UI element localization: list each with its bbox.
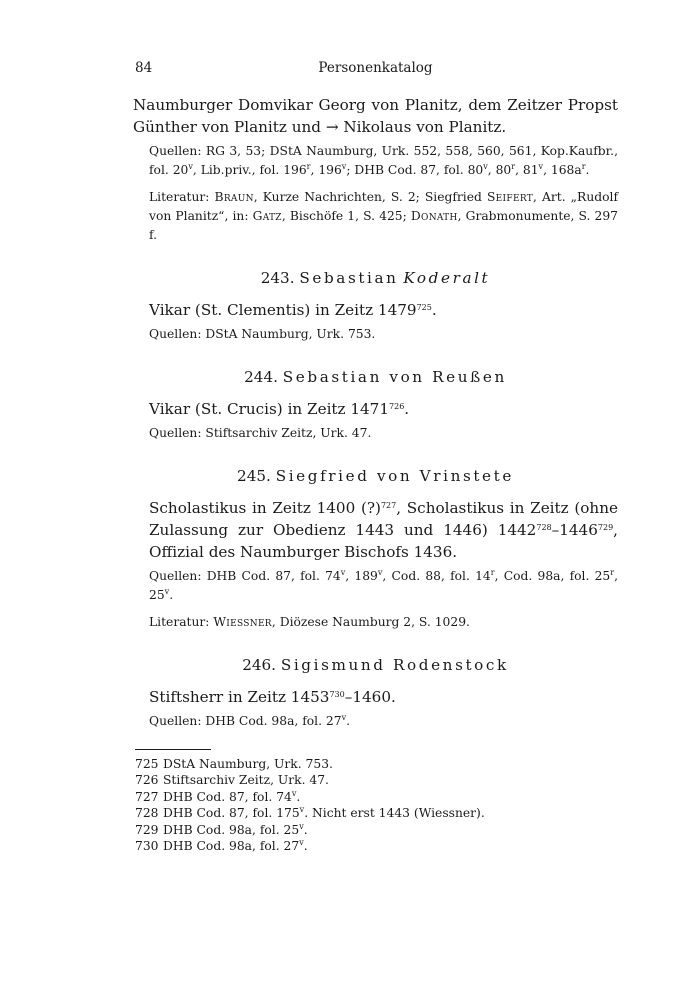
- entry-246-heading: 246. Sigismund Rodenstock: [242, 656, 509, 674]
- running-head: [133, 60, 618, 82]
- entry-246-sources: Quellen: DHB Cod. 98a, fol. 27$^v$.: [149, 713, 351, 728]
- entry-245-heading: 245. Siegfried von Vrinstete: [237, 467, 514, 485]
- entry-246-text: Stiftsherr in Zeitz 1453$^{730}$–1460.: [149, 688, 396, 706]
- running-title: Personenkatalog: [318, 60, 433, 76]
- footnote-727: 727 DHB Cod. 87, fol. 74$^v$.: [135, 788, 301, 804]
- footnote-730: 730 DHB Cod. 98a, fol. 27$^v$.: [135, 838, 308, 854]
- footnote-725: 725 DStA Naumburg, Urk. 753.: [135, 757, 333, 771]
- footnote-divider: [135, 749, 211, 750]
- footnote-ref: 730: [329, 690, 345, 699]
- footnote-ref: 726: [389, 402, 405, 411]
- entry-243-sources: Quellen: DStA Naumburg, Urk. 753.: [149, 327, 376, 341]
- footnote-726: 726 Stiftsarchiv Zeitz, Urk. 47.: [135, 773, 329, 788]
- entry-244-sources: Quellen: Stiftsarchiv Zeitz, Urk. 47.: [149, 426, 372, 440]
- entry-245-literature: Literatur: Wiessner, Diözese Naumburg 2, S. 1029.: [149, 615, 470, 629]
- main-text: [133, 94, 618, 731]
- entry-243-text: Vikar (St. Clementis) in Zeitz 1479$^{725}$.: [149, 301, 437, 319]
- footnote-ref: 729: [597, 523, 614, 532]
- entry-245-text: Scholastikus in Zeitz 1400 (?)$^{727}$, Scholastikus in Zeitz (ohne Zulassung zur Obedienz 1443 und 1446) 1442$^{728}$–1446$^{729}$, Offizial des Naumburger Bischofs 1436.: [149, 499, 618, 561]
- intro-paragraph: Naumburger Domvikar Georg von Planitz, dem Zeitzer Propst Günther von Planitz und → Nikolaus von Planitz.: [133, 96, 618, 136]
- entry-243-heading: 243. Sebastian Koderalt: [260, 269, 491, 287]
- footnote-ref: 725: [416, 303, 432, 312]
- page-number: 84: [135, 60, 153, 76]
- intro-literature: Literatur: Braun, Kurze Nachrichten, S. 2; Siegfried Seifert, Art. „Rudolf von Planitz“, in: Gatz, Bischöfe 1, S. 425; Donath, Grabmonumente, S. 297 f.: [149, 190, 619, 242]
- cross-reference-arrow-icon: →: [325, 118, 339, 136]
- footnote-ref: 728: [536, 523, 552, 532]
- footnote-728: 728 DHB Cod. 87, fol. 175$^v$. Nicht erst 1443 (Wiessner).: [135, 805, 485, 821]
- footnotes: [135, 756, 618, 854]
- footnote-729: 729 DHB Cod. 98a, fol. 25$^v$.: [135, 821, 308, 837]
- entry-244-heading: 244. Sebastian von Reußen: [244, 368, 507, 386]
- entry-245-sources: Quellen: DHB Cod. 87, fol. 74$^v$, 189$^v$, Cod. 88, fol. 14$^r$, Cod. 98a, fol. 25$^r$, 25$^v$.: [149, 568, 618, 602]
- entry-244-text: Vikar (St. Crucis) in Zeitz 1471$^{726}$.: [149, 400, 410, 418]
- footnote-ref: 727: [380, 501, 397, 510]
- intro-sources: Quellen: RG 3, 53; DStA Naumburg, Urk. 552, 558, 560, 561, Kop.Kaufbr., fol. 20$^v$, Lib.priv., fol. 196$^r$, 196$^v$; DHB Cod. 87, fol. 80$^v$, 80$^r$, 81$^v$, $168a^r$.: [149, 144, 618, 177]
